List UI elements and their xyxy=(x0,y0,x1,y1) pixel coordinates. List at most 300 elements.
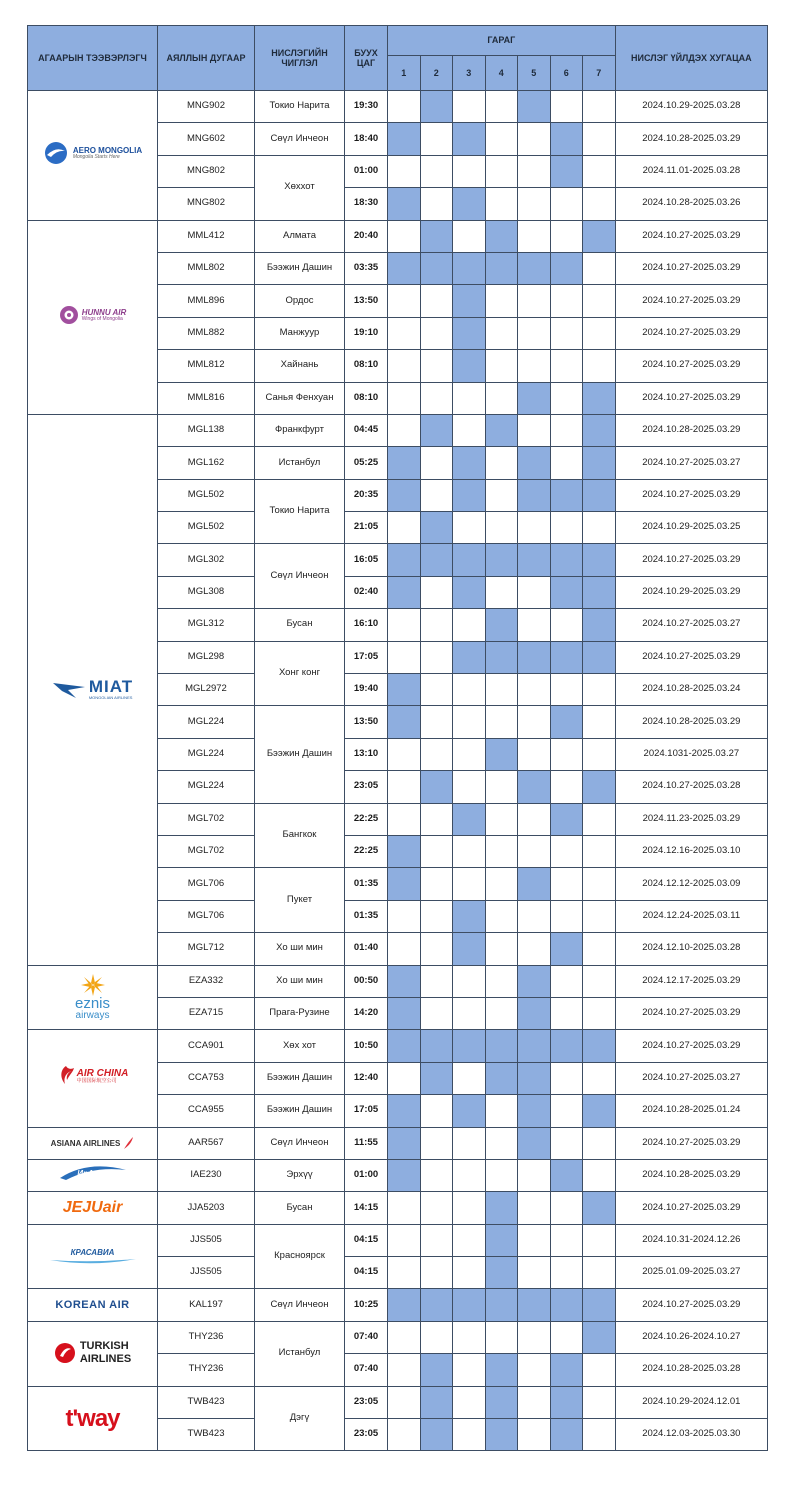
day-5-cell xyxy=(518,155,551,187)
day-4-cell xyxy=(485,771,518,803)
day-1-cell xyxy=(388,1354,421,1386)
schedule-row xyxy=(28,1159,768,1191)
day-5-cell xyxy=(518,123,551,155)
day-1-cell xyxy=(388,965,421,997)
day-2-cell xyxy=(420,965,453,997)
arrival-time: 20:40 xyxy=(345,220,388,252)
route-destination: Дэгү xyxy=(255,1386,345,1451)
route-destination: Бээжин Дашин xyxy=(255,1062,345,1094)
day-7-cell xyxy=(583,997,616,1029)
flight-number: MNG602 xyxy=(158,123,255,155)
day-6-cell xyxy=(550,674,583,706)
day-1-cell xyxy=(388,771,421,803)
header-day-2: 2 xyxy=(420,56,453,91)
day-6-cell xyxy=(550,900,583,932)
airline-logo-cell xyxy=(28,965,158,1030)
day-2-cell xyxy=(420,1419,453,1451)
day-3-cell xyxy=(453,1127,486,1159)
day-6-cell xyxy=(550,1030,583,1062)
day-4-cell xyxy=(485,674,518,706)
aero-mongolia-name: AERO MONGOLIA xyxy=(72,145,143,155)
day-1-cell xyxy=(388,1030,421,1062)
arrival-time: 23:05 xyxy=(345,771,388,803)
day-7-cell xyxy=(583,771,616,803)
asiana-name: ASIANA AIRLINES xyxy=(50,1138,121,1148)
day-7-cell xyxy=(583,1257,616,1289)
flight-number: MGL308 xyxy=(158,576,255,608)
day-5-cell xyxy=(518,414,551,446)
schedule-row xyxy=(28,1289,768,1321)
day-3-cell xyxy=(453,900,486,932)
route-destination: Бээжин Дашин xyxy=(255,706,345,803)
route-destination: Алмата xyxy=(255,220,345,252)
airline-logo-cell xyxy=(28,1321,158,1386)
day-3-cell xyxy=(453,479,486,511)
route-destination: Сөүл Инчеон xyxy=(255,544,345,609)
day-2-cell xyxy=(420,317,453,349)
day-2-cell xyxy=(420,674,453,706)
day-5-cell xyxy=(518,1419,551,1451)
day-2-cell xyxy=(420,512,453,544)
flight-number: MGL224 xyxy=(158,738,255,770)
day-7-cell xyxy=(583,1289,616,1321)
day-6-cell xyxy=(550,1095,583,1127)
day-1-cell xyxy=(388,1127,421,1159)
day-2-cell xyxy=(420,252,453,284)
day-2-cell xyxy=(420,1224,453,1256)
route-destination: Хайнань xyxy=(255,350,345,382)
arrival-time: 07:40 xyxy=(345,1354,388,1386)
miat-bird-logo-icon xyxy=(52,679,86,699)
krasavia-swoosh-icon xyxy=(48,1257,138,1265)
day-2-cell xyxy=(420,414,453,446)
day-3-cell xyxy=(453,1289,486,1321)
header-day-6: 6 xyxy=(550,56,583,91)
day-3-cell xyxy=(453,220,486,252)
day-7-cell xyxy=(583,1321,616,1353)
arrival-time: 23:05 xyxy=(345,1419,388,1451)
day-2-cell xyxy=(420,868,453,900)
operating-period: 2024.10.27-2025.03.29 xyxy=(615,641,768,673)
air-china-name: AIR CHINA xyxy=(76,1067,129,1079)
day-4-cell xyxy=(485,252,518,284)
day-3-cell xyxy=(453,188,486,220)
route-destination: Хо ши мин xyxy=(255,965,345,997)
day-6-cell xyxy=(550,576,583,608)
route-destination: Токио Нарита xyxy=(255,91,345,123)
flight-number: MGL712 xyxy=(158,933,255,965)
header-day-5: 5 xyxy=(518,56,551,91)
header-day-1: 1 xyxy=(388,56,421,91)
operating-period: 2024.10.28-2025.01.24 xyxy=(615,1095,768,1127)
day-4-cell xyxy=(485,997,518,1029)
day-2-cell xyxy=(420,771,453,803)
day-3-cell xyxy=(453,1030,486,1062)
day-7-cell xyxy=(583,1224,616,1256)
asiana-wing-logo-icon xyxy=(122,1136,134,1150)
hunnu-air-logo-icon xyxy=(59,305,79,325)
day-4-cell xyxy=(485,803,518,835)
korean-air-name: KOREAN AIR xyxy=(55,1298,130,1311)
day-5-cell xyxy=(518,544,551,576)
day-6-cell xyxy=(550,123,583,155)
day-7-cell xyxy=(583,220,616,252)
day-3-cell xyxy=(453,706,486,738)
operating-period: 2024.10.29-2025.03.25 xyxy=(615,512,768,544)
day-5-cell xyxy=(518,738,551,770)
day-3-cell xyxy=(453,803,486,835)
header-flight-number: АЯЛЛЫН ДУГААР xyxy=(158,26,255,91)
day-6-cell xyxy=(550,1386,583,1418)
day-6-cell xyxy=(550,1321,583,1353)
day-4-cell xyxy=(485,576,518,608)
day-7-cell xyxy=(583,1354,616,1386)
day-2-cell xyxy=(420,1354,453,1386)
arrival-time: 04:15 xyxy=(345,1224,388,1256)
day-3-cell xyxy=(453,447,486,479)
day-2-cell xyxy=(420,220,453,252)
arrival-time: 19:10 xyxy=(345,317,388,349)
day-3-cell xyxy=(453,609,486,641)
route-destination: Бээжин Дашин xyxy=(255,1095,345,1127)
day-3-cell xyxy=(453,414,486,446)
operating-period: 2024.10.27-2025.03.29 xyxy=(615,252,768,284)
route-destination: Хонг конг xyxy=(255,641,345,706)
flight-number: IAE230 xyxy=(158,1159,255,1191)
day-5-cell xyxy=(518,512,551,544)
route-destination: Токио Нарита xyxy=(255,479,345,544)
day-1-cell xyxy=(388,123,421,155)
route-destination: Ордос xyxy=(255,285,345,317)
header-time: БУУХ ЦАГ xyxy=(345,26,388,91)
day-2-cell xyxy=(420,1095,453,1127)
day-1-cell xyxy=(388,1192,421,1224)
schedule-row xyxy=(28,965,768,997)
day-3-cell xyxy=(453,1257,486,1289)
day-6-cell xyxy=(550,414,583,446)
day-2-cell xyxy=(420,447,453,479)
arrival-time: 01:00 xyxy=(345,155,388,187)
header-day-4: 4 xyxy=(485,56,518,91)
arrival-time: 08:10 xyxy=(345,350,388,382)
day-2-cell xyxy=(420,91,453,123)
operating-period: 2024.12.24-2025.03.11 xyxy=(615,900,768,932)
header-airline: АГААРЫН ТЭЭВЭРЛЭГЧ xyxy=(28,26,158,91)
day-5-cell xyxy=(518,1354,551,1386)
day-2-cell xyxy=(420,609,453,641)
day-1-cell xyxy=(388,188,421,220)
flight-number: KAL197 xyxy=(158,1289,255,1321)
schedule-row xyxy=(28,414,768,446)
day-5-cell xyxy=(518,803,551,835)
operating-period: 2024.10.27-2025.03.29 xyxy=(615,220,768,252)
day-2-cell xyxy=(420,900,453,932)
operating-period: 2024.10.27-2025.03.29 xyxy=(615,1192,768,1224)
day-4-cell xyxy=(485,479,518,511)
day-6-cell xyxy=(550,933,583,965)
flight-number: MGL312 xyxy=(158,609,255,641)
day-7-cell xyxy=(583,1095,616,1127)
jeju-air-name: JEJUair xyxy=(62,1198,123,1216)
turkish-name: TURKISH xyxy=(79,1339,129,1352)
operating-period: 2024.11.23-2025.03.29 xyxy=(615,803,768,835)
day-5-cell xyxy=(518,1257,551,1289)
flight-number: MGL702 xyxy=(158,803,255,835)
day-6-cell xyxy=(550,868,583,900)
schedule-body xyxy=(28,91,768,1451)
day-1-cell xyxy=(388,1257,421,1289)
day-7-cell xyxy=(583,641,616,673)
operating-period: 2024.10.27-2025.03.29 xyxy=(615,1289,768,1321)
day-1-cell xyxy=(388,155,421,187)
day-6-cell xyxy=(550,706,583,738)
operating-period: 2024.10.27-2025.03.29 xyxy=(615,544,768,576)
operating-period: 2024.11.01-2025.03.28 xyxy=(615,155,768,187)
arrival-time: 18:30 xyxy=(345,188,388,220)
day-6-cell xyxy=(550,1127,583,1159)
day-1-cell xyxy=(388,576,421,608)
day-6-cell xyxy=(550,609,583,641)
route-destination: Бээжин Дашин xyxy=(255,252,345,284)
flight-number: AAR567 xyxy=(158,1127,255,1159)
day-6-cell xyxy=(550,447,583,479)
day-5-cell xyxy=(518,1127,551,1159)
header-period: НИСЛЭГ ҮЙЛДЭХ ХУГАЦАА xyxy=(615,26,768,91)
day-1-cell xyxy=(388,997,421,1029)
day-3-cell xyxy=(453,933,486,965)
day-2-cell xyxy=(420,1321,453,1353)
day-3-cell xyxy=(453,868,486,900)
operating-period: 2024.1031-2025.03.27 xyxy=(615,738,768,770)
day-3-cell xyxy=(453,835,486,867)
operating-period: 2024.10.28-2025.03.28 xyxy=(615,1354,768,1386)
day-5-cell xyxy=(518,317,551,349)
day-7-cell xyxy=(583,123,616,155)
day-5-cell xyxy=(518,933,551,965)
flight-schedule-table xyxy=(27,25,768,1451)
day-4-cell xyxy=(485,350,518,382)
operating-period: 2024.10.28-2025.03.24 xyxy=(615,674,768,706)
day-7-cell xyxy=(583,674,616,706)
day-1-cell xyxy=(388,1321,421,1353)
hunnu-air-tagline: Wings of Mongolia xyxy=(81,315,123,322)
day-4-cell xyxy=(485,155,518,187)
day-7-cell xyxy=(583,285,616,317)
operating-period: 2024.10.27-2025.03.29 xyxy=(615,285,768,317)
day-4-cell xyxy=(485,1030,518,1062)
day-2-cell xyxy=(420,285,453,317)
day-7-cell xyxy=(583,1419,616,1451)
iraero-name: ИрАэро xyxy=(77,1169,108,1179)
day-5-cell xyxy=(518,479,551,511)
day-6-cell xyxy=(550,544,583,576)
day-7-cell xyxy=(583,382,616,414)
day-5-cell xyxy=(518,188,551,220)
arrival-time: 14:15 xyxy=(345,1192,388,1224)
day-2-cell xyxy=(420,1289,453,1321)
arrival-time: 00:50 xyxy=(345,965,388,997)
flight-number: EZA332 xyxy=(158,965,255,997)
day-2-cell xyxy=(420,1386,453,1418)
day-2-cell xyxy=(420,382,453,414)
day-2-cell xyxy=(420,1030,453,1062)
day-5-cell xyxy=(518,1159,551,1191)
day-7-cell xyxy=(583,738,616,770)
day-2-cell xyxy=(420,350,453,382)
day-2-cell xyxy=(420,1127,453,1159)
day-5-cell xyxy=(518,706,551,738)
route-destination: Сөүл Инчеон xyxy=(255,1289,345,1321)
route-destination: Сөүл Инчеон xyxy=(255,1127,345,1159)
day-1-cell xyxy=(388,91,421,123)
arrival-time: 12:40 xyxy=(345,1062,388,1094)
day-6-cell xyxy=(550,803,583,835)
day-6-cell xyxy=(550,317,583,349)
day-4-cell xyxy=(485,512,518,544)
day-2-cell xyxy=(420,706,453,738)
day-3-cell xyxy=(453,1321,486,1353)
day-5-cell xyxy=(518,900,551,932)
day-7-cell xyxy=(583,706,616,738)
operating-period: 2024.10.27-2025.03.29 xyxy=(615,997,768,1029)
flight-number: MML812 xyxy=(158,350,255,382)
header-days: ГАРАГ xyxy=(388,26,616,56)
arrival-time: 01:00 xyxy=(345,1159,388,1191)
arrival-time: 22:25 xyxy=(345,835,388,867)
arrival-time: 01:35 xyxy=(345,900,388,932)
operating-period: 2024.10.31-2024.12.26 xyxy=(615,1224,768,1256)
day-1-cell xyxy=(388,738,421,770)
day-5-cell xyxy=(518,1095,551,1127)
arrival-time: 19:30 xyxy=(345,91,388,123)
arrival-time: 01:35 xyxy=(345,868,388,900)
day-4-cell xyxy=(485,1095,518,1127)
day-1-cell xyxy=(388,933,421,965)
day-6-cell xyxy=(550,285,583,317)
day-1-cell xyxy=(388,1419,421,1451)
day-6-cell xyxy=(550,1192,583,1224)
day-7-cell xyxy=(583,965,616,997)
flight-number: MGL502 xyxy=(158,479,255,511)
operating-period: 2024.10.26-2024.10.27 xyxy=(615,1321,768,1353)
day-7-cell xyxy=(583,188,616,220)
eznis-name: eznis xyxy=(74,994,111,1012)
flight-number: MGL502 xyxy=(158,512,255,544)
day-7-cell xyxy=(583,933,616,965)
day-5-cell xyxy=(518,447,551,479)
eznis-tagline: airways xyxy=(75,1009,110,1021)
header-day-7: 7 xyxy=(583,56,616,91)
day-1-cell xyxy=(388,900,421,932)
day-7-cell xyxy=(583,447,616,479)
operating-period: 2024.10.27-2025.03.27 xyxy=(615,1062,768,1094)
operating-period: 2024.10.29-2025.03.29 xyxy=(615,576,768,608)
day-6-cell xyxy=(550,1062,583,1094)
day-1-cell xyxy=(388,1159,421,1191)
airline-logo-cell xyxy=(28,414,158,965)
day-7-cell xyxy=(583,512,616,544)
day-2-cell xyxy=(420,997,453,1029)
day-3-cell xyxy=(453,576,486,608)
day-3-cell xyxy=(453,1192,486,1224)
day-1-cell xyxy=(388,706,421,738)
day-5-cell xyxy=(518,868,551,900)
day-5-cell xyxy=(518,252,551,284)
day-7-cell xyxy=(583,544,616,576)
day-6-cell xyxy=(550,1159,583,1191)
flight-number: EZA715 xyxy=(158,997,255,1029)
day-5-cell xyxy=(518,220,551,252)
flight-number: MGL2972 xyxy=(158,674,255,706)
day-4-cell xyxy=(485,382,518,414)
day-6-cell xyxy=(550,479,583,511)
header-day-3: 3 xyxy=(453,56,486,91)
day-3-cell xyxy=(453,1062,486,1094)
day-4-cell xyxy=(485,1257,518,1289)
day-5-cell xyxy=(518,576,551,608)
arrival-time: 18:40 xyxy=(345,123,388,155)
flight-number: MGL706 xyxy=(158,868,255,900)
flight-number: MGL702 xyxy=(158,835,255,867)
day-5-cell xyxy=(518,771,551,803)
day-3-cell xyxy=(453,252,486,284)
schedule-row xyxy=(28,1192,768,1224)
airline-logo-cell xyxy=(28,1159,158,1191)
day-7-cell xyxy=(583,835,616,867)
day-4-cell xyxy=(485,1354,518,1386)
day-7-cell xyxy=(583,1062,616,1094)
day-1-cell xyxy=(388,479,421,511)
schedule-row xyxy=(28,91,768,123)
day-3-cell xyxy=(453,91,486,123)
route-destination: Бусан xyxy=(255,609,345,641)
day-1-cell xyxy=(388,252,421,284)
flight-number: MGL224 xyxy=(158,771,255,803)
day-2-cell xyxy=(420,188,453,220)
day-7-cell xyxy=(583,1127,616,1159)
day-4-cell xyxy=(485,965,518,997)
flight-number: MNG802 xyxy=(158,155,255,187)
arrival-time: 05:25 xyxy=(345,447,388,479)
day-7-cell xyxy=(583,900,616,932)
day-4-cell xyxy=(485,317,518,349)
operating-period: 2024.10.27-2025.03.29 xyxy=(615,382,768,414)
day-2-cell xyxy=(420,835,453,867)
arrival-time: 10:25 xyxy=(345,1289,388,1321)
day-6-cell xyxy=(550,771,583,803)
operating-period: 2024.10.28-2025.03.29 xyxy=(615,414,768,446)
schedule-row xyxy=(28,1321,768,1353)
schedule-row xyxy=(28,220,768,252)
arrival-time: 14:20 xyxy=(345,997,388,1029)
day-6-cell xyxy=(550,155,583,187)
day-4-cell xyxy=(485,1159,518,1191)
day-4-cell xyxy=(485,868,518,900)
arrival-time: 21:05 xyxy=(345,512,388,544)
arrival-time: 13:10 xyxy=(345,738,388,770)
day-2-cell xyxy=(420,155,453,187)
day-6-cell xyxy=(550,382,583,414)
day-2-cell xyxy=(420,1062,453,1094)
day-2-cell xyxy=(420,1159,453,1191)
arrival-time: 17:05 xyxy=(345,1095,388,1127)
arrival-time: 16:10 xyxy=(345,609,388,641)
air-china-chinese-name: 中国国际航空公司 xyxy=(76,1078,117,1085)
day-3-cell xyxy=(453,544,486,576)
arrival-time: 16:05 xyxy=(345,544,388,576)
flight-number: MML896 xyxy=(158,285,255,317)
flight-number: JJA5203 xyxy=(158,1192,255,1224)
